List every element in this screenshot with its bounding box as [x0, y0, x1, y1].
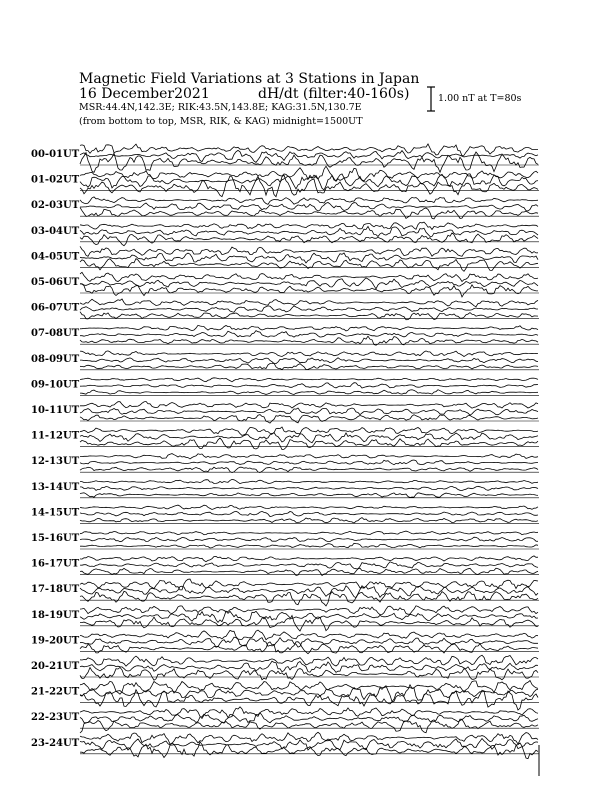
trace-kag	[80, 505, 538, 509]
trace-rik	[80, 637, 538, 647]
trace-msr	[80, 493, 538, 498]
trace-kag	[80, 299, 538, 307]
trace-rik	[80, 433, 538, 443]
hour-label: 20-21UT	[31, 661, 80, 672]
trace-rik	[80, 150, 538, 162]
trace-rik	[80, 511, 538, 516]
trace-rik	[80, 331, 538, 338]
trace-rik	[80, 358, 538, 364]
hour-label: 09-10UT	[31, 379, 80, 391]
trace-msr	[80, 616, 538, 632]
trace-msr	[80, 518, 538, 524]
trace-kag	[80, 454, 538, 459]
trace-kag	[80, 556, 538, 562]
trace-kag	[80, 144, 538, 156]
hour-label: 10-11UT	[31, 405, 80, 416]
hour-label: 11-12UT	[31, 430, 80, 442]
trace-kag	[80, 197, 538, 205]
hour-label: 06-07UT	[31, 302, 80, 314]
trace-rik	[80, 203, 538, 212]
hour-label: 03-04UT	[31, 225, 80, 237]
trace-msr	[80, 642, 538, 654]
hour-label: 04-05UT	[31, 251, 80, 263]
hour-label: 05-06UT	[31, 277, 80, 288]
trace-kag	[80, 222, 538, 229]
trace-kag	[80, 531, 538, 535]
hour-label: 07-08UT	[31, 328, 80, 340]
hour-label: 18-19UT	[31, 609, 80, 621]
trace-msr	[80, 207, 538, 219]
trace-msr	[80, 415, 538, 424]
trace-kag	[80, 325, 538, 331]
hour-label: 22-23UT	[31, 712, 80, 724]
trace-msr	[80, 336, 538, 345]
trace-kag	[80, 479, 538, 483]
trace-msr	[80, 390, 538, 395]
trace-rik	[80, 537, 538, 542]
hour-label: 17-18UT	[31, 584, 80, 596]
quantity-label: dH/dt (filter:40-160s)	[258, 86, 410, 102]
trace-kag	[80, 579, 538, 590]
hour-label: 01-02UT	[31, 174, 80, 186]
scale-bar	[427, 87, 435, 111]
trace-kag	[80, 630, 538, 640]
trace-rik	[80, 278, 538, 289]
trace-kag	[80, 351, 538, 357]
trace-msr	[80, 233, 538, 246]
trace-rik	[80, 306, 538, 312]
trace-msr	[80, 467, 538, 472]
hour-label: 08-09UT	[31, 353, 80, 365]
trace-msr	[80, 719, 538, 733]
trace-kag	[80, 401, 538, 408]
trace-rik	[80, 383, 538, 388]
trace-kag	[80, 427, 538, 435]
scale-bar-label: 1.00 nT at T=80s	[438, 93, 522, 104]
hour-label: 12-13UT	[31, 456, 80, 468]
trace-kag	[80, 732, 538, 744]
trace-rik	[80, 460, 538, 465]
hour-label: 00-01UT	[31, 149, 80, 160]
hour-label: 14-15UT	[31, 507, 80, 519]
trace-rik	[80, 611, 538, 622]
date-label: 16 December2021	[79, 86, 210, 102]
trace-kag	[80, 246, 538, 256]
station-order-note: (from bottom to top, MSR, RIK, & KAG) midnight=1500UT	[79, 116, 363, 127]
trace-msr	[80, 284, 538, 297]
trace-msr	[80, 591, 538, 606]
hour-label: 21-22UT	[31, 686, 80, 698]
hour-label: 15-16UT	[31, 533, 80, 544]
trace-rik	[80, 408, 538, 415]
trace-kag	[80, 681, 538, 695]
trace-msr	[80, 152, 538, 172]
trace-rik	[80, 562, 538, 569]
trace-kag	[80, 272, 538, 281]
hour-label: 16-17UT	[31, 558, 80, 570]
station-coordinates: MSR:44.4N,142.3E; RIK:43.5N,143.8E; KAG:31.5N,130.7E	[79, 102, 362, 113]
chart-title: Magnetic Field Variations at 3 Stations in Japan	[79, 71, 420, 87]
hour-label: 19-20UT	[31, 635, 80, 647]
hour-label: 23-24UT	[31, 737, 80, 749]
trace-msr	[80, 543, 538, 548]
hour-label: 13-14UT	[31, 481, 80, 493]
hour-label: 02-03UT	[31, 200, 80, 212]
trace-msr	[80, 363, 538, 369]
trace-rik	[80, 486, 538, 490]
trace-rik	[80, 226, 538, 236]
trace-msr	[80, 438, 538, 450]
trace-kag	[80, 655, 538, 666]
trace-rik	[80, 253, 538, 263]
trace-kag	[80, 378, 538, 382]
